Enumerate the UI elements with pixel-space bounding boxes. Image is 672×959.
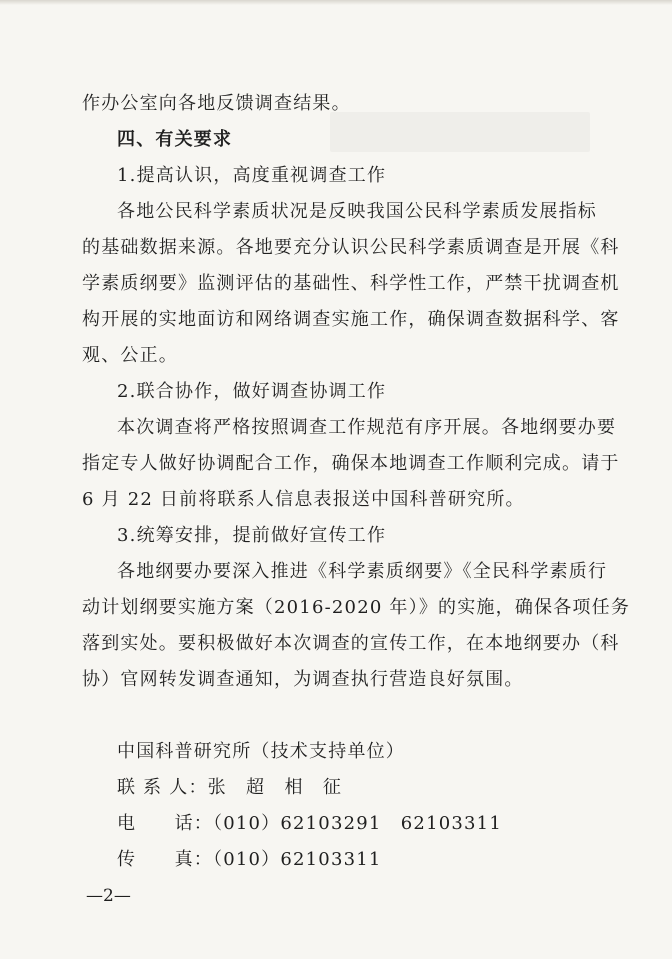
section-heading: 四、有关要求 bbox=[117, 129, 233, 150]
item3-body-line: 各地纲要办要深入推进《科学素质纲要》《全民科学素质行 bbox=[117, 561, 608, 582]
item1-body-line: 学素质纲要》监测评估的基础性、科学性工作，严禁干扰调查机 bbox=[82, 273, 620, 294]
contact-phone: 电 话：（010）62103291 62103311 bbox=[117, 813, 502, 834]
item2-body-line: 6 月 22 日前将联系人信息表报送中国科普研究所。 bbox=[82, 489, 525, 510]
item2-body-line: 指定专人做好协调配合工作，确保本地调查工作顺利完成。请于 bbox=[82, 453, 620, 474]
page-number: —2— bbox=[86, 886, 131, 906]
item3-body-line: 协）官网转发调查通知，为调查执行营造良好氛围。 bbox=[82, 669, 524, 690]
item1-body-line: 的基础数据来源。各地要充分认识公民科学素质调查是开展《科 bbox=[82, 237, 620, 258]
item3-body-line: 落到实处。要积极做好本次调查的宣传工作，在本地纲要办（科 bbox=[82, 633, 620, 654]
scan-edge bbox=[0, 0, 672, 5]
item2-heading: 2.联合协作，做好调查协调工作 bbox=[117, 381, 387, 402]
item3-heading: 3.统筹安排，提前做好宣传工作 bbox=[117, 525, 387, 546]
contact-person: 联 系 人：张 超 相 征 bbox=[117, 777, 343, 798]
paragraph-continuation: 作办公室向各地反馈调查结果。 bbox=[82, 93, 351, 114]
item1-body-line: 观、公正。 bbox=[82, 345, 178, 366]
item1-body-line: 构开展的实地面访和网络调查实施工作，确保调查数据科学、客 bbox=[82, 309, 620, 330]
contact-fax: 传 真：（010）62103311 bbox=[117, 849, 382, 870]
bleed-through-shadow bbox=[330, 112, 590, 152]
contact-org: 中国科普研究所（技术支持单位） bbox=[117, 741, 405, 762]
item1-body-line: 各地公民科学素质状况是反映我国公民科学素质发展指标 bbox=[117, 201, 597, 222]
item2-body-line: 本次调查将严格按照调查工作规范有序开展。各地纲要办要 bbox=[117, 417, 617, 438]
item3-body-line: 动计划纲要实施方案（2016-2020 年）》的实施，确保各项任务 bbox=[82, 597, 631, 618]
item1-heading: 1.提高认识，高度重视调查工作 bbox=[117, 165, 387, 186]
